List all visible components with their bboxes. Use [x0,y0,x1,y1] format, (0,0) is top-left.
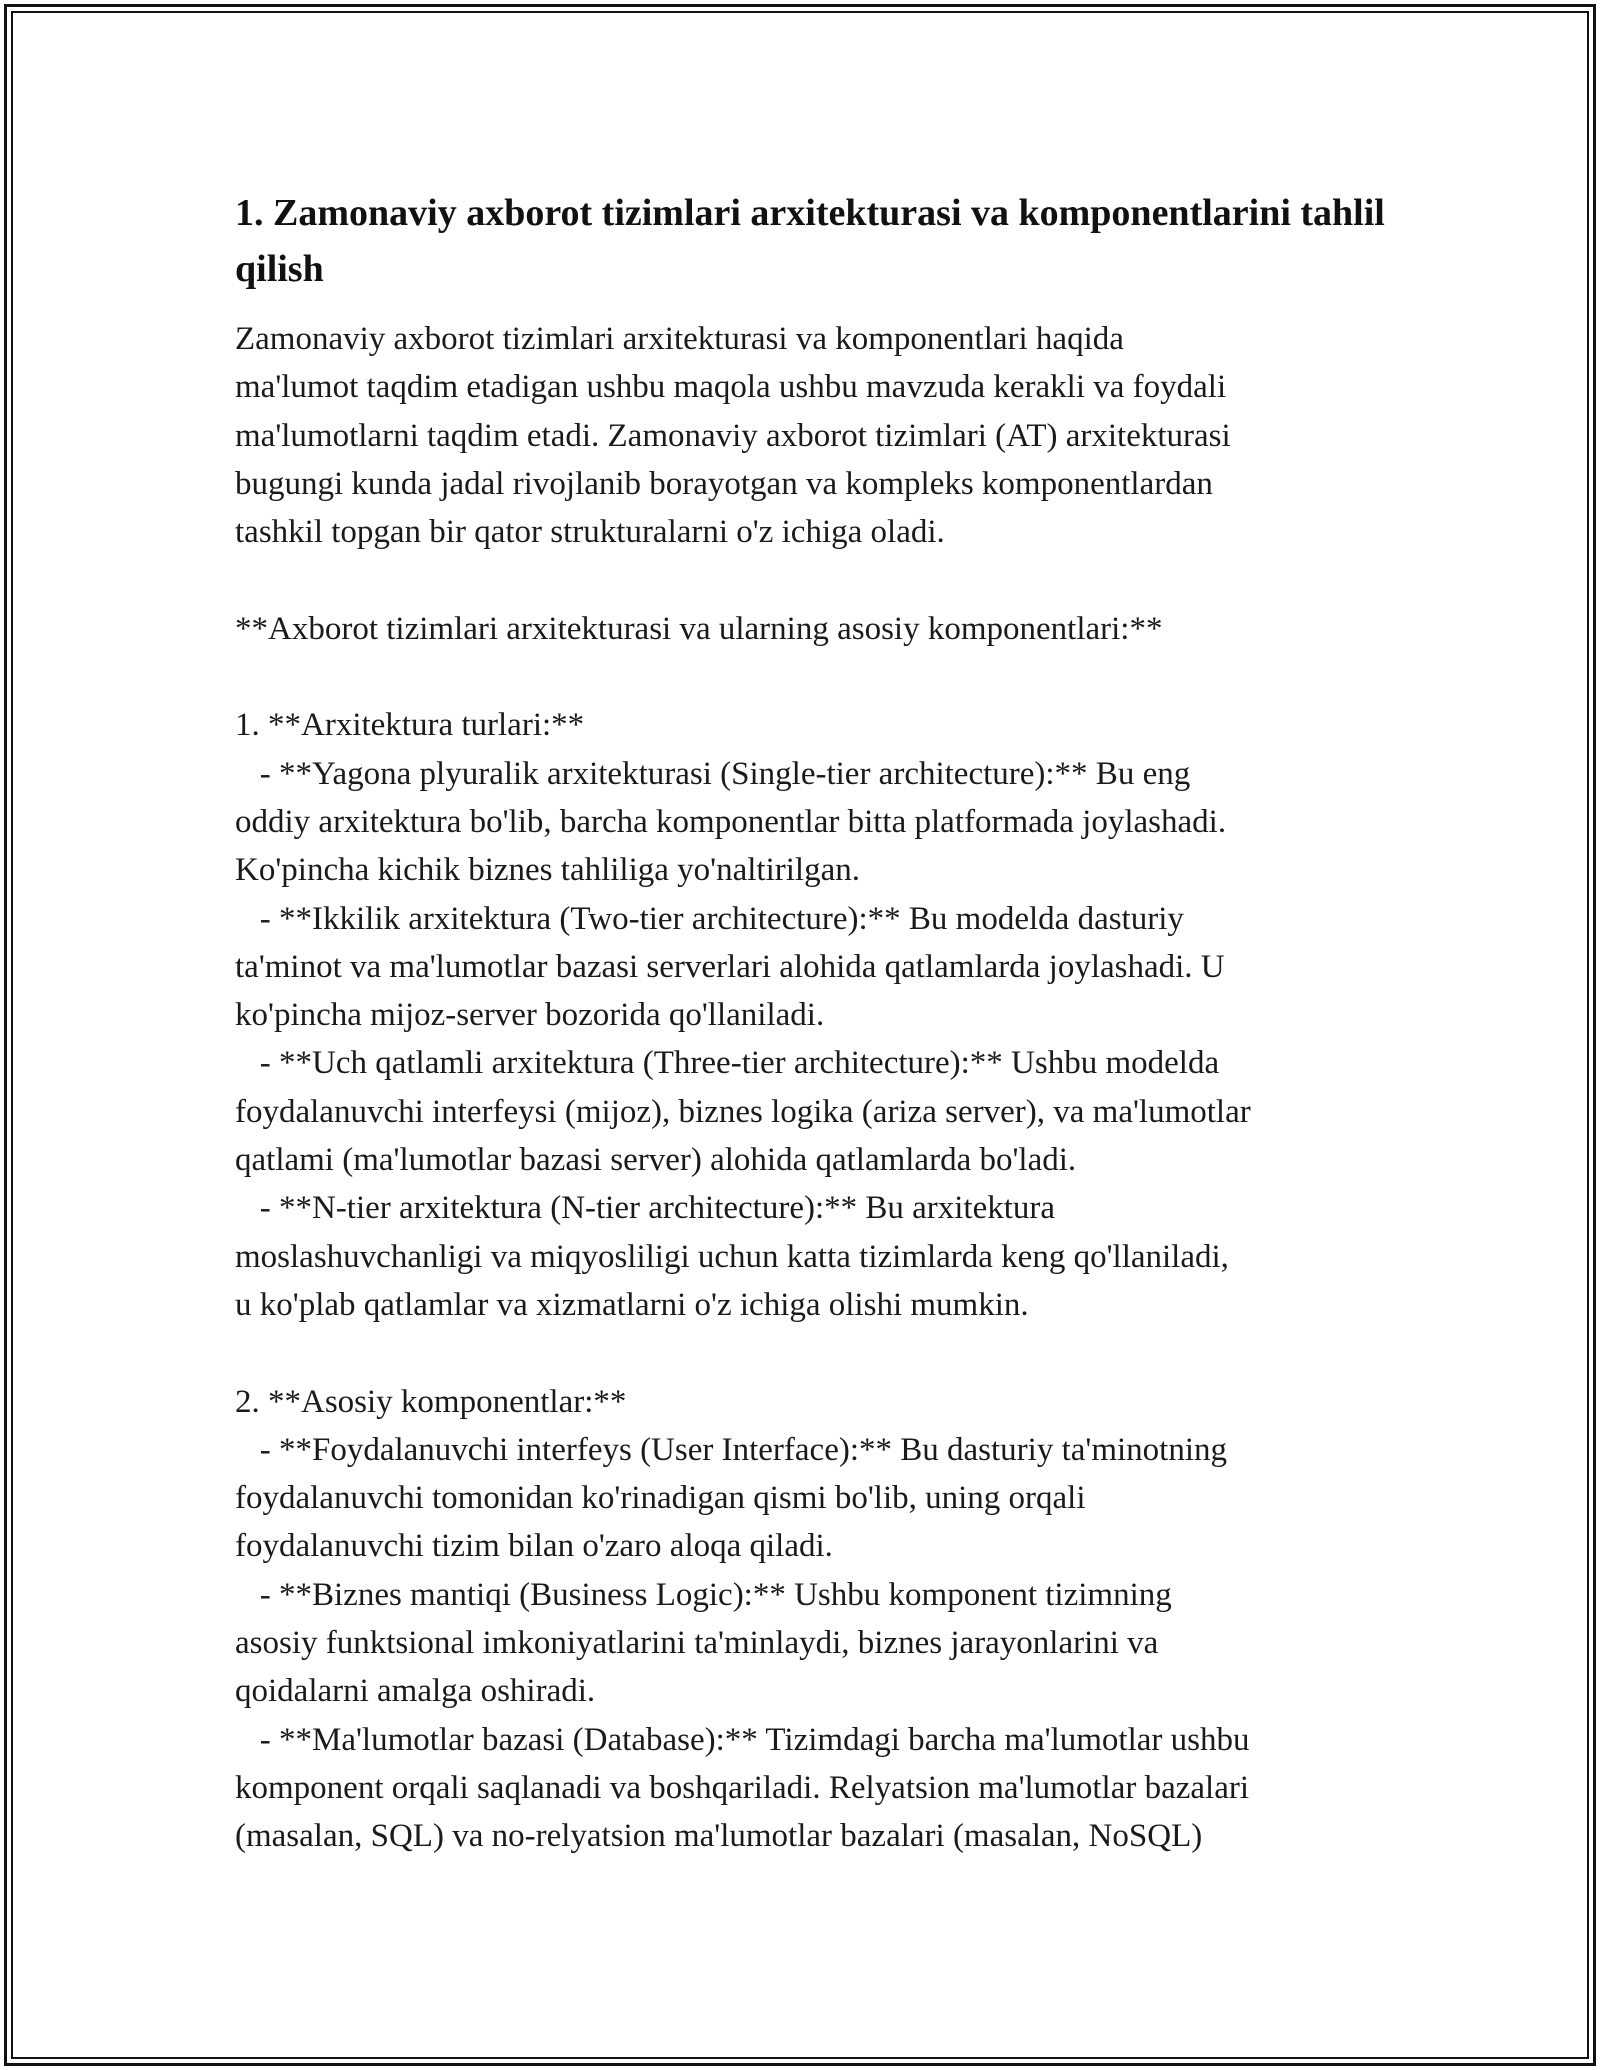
document-content [235,185,1395,1861]
document-body: Zamonaviy axborot tizimlari arxitekturasi va komponentlari haqida ma'lumot taqdim etadigan ushbu maqola ushbu mavzuda kerakli va foydali ma'lumotlarni taqdim etadi. Zamonaviy axborot tizimlari (AT) arxitekturasi bugungi kunda jadal rivojlanib borayotgan va kompleks komponentlardan tashkil topgan bir qator strukturalarni o'z ichiga oladi. **Axborot tizimlari arxitekturasi va ularning asosiy komponentlari:** 1. **Arxitektura turlari:** - **Yagona plyuralik arxitekturasi (Single-tier architecture):** Bu eng oddiy arxitektura bo'lib, barcha komponentlar bitta platformada joylashadi. Ko'pincha kichik biznes tahliliga yo'naltirilgan. - **Ikkilik arxitektura (Two-tier architecture):** Bu modelda dasturiy ta'minot va ma'lumotlar bazasi serverlari alohida qatlamlarda joylashadi. U ko'pincha mijoz-server bozorida qo'llaniladi. - **Uch qatlamli arxitektura (Three-tier architecture):** Ushbu modelda foydalanuvchi interfeysi (mijoz), biznes logika (ariza server), va ma'lumotlar qatlami (ma'lumotlar bazasi server) alohida qatlamlarda bo'ladi. - **N-tier arxitektura (N-tier architecture):** Bu arxitektura moslashuvchanligi va miqyosliligi uchun katta tizimlarda keng qo'llaniladi, u ko'plab qatlamlar va xizmatlarni o'z ichiga olishi mumkin. 2. **Asosiy komponentlar:** - **Foydalanuvchi interfeys (User Interface):** Bu dasturiy ta'minotning foydalanuvchi tomonidan ko'rinadigan qismi bo'lib, uning orqali foydalanuvchi tizim bilan o'zaro aloqa qiladi. - **Biznes mantiqi (Business Logic):** Ushbu komponent tizimning asosiy funktsional imkoniyatlarini ta'minlaydi, biznes jarayonlarini va qoidalarni amalga oshiradi. - **Ma'lumotlar bazasi (Database):** Tizimdagi barcha ma'lumotlar ushbu komponent orqali saqlanadi va boshqariladi. Relyatsion ma'lumotlar bazalari (masalan, SQL) va no-relyatsion ma'lumotlar bazalari (masalan, NoSQL) [235,321,1251,1855]
document-title: 1. Zamonaviy axborot tizimlari arxitekturasi va komponentlarini tahlil qilish [235,192,1385,290]
